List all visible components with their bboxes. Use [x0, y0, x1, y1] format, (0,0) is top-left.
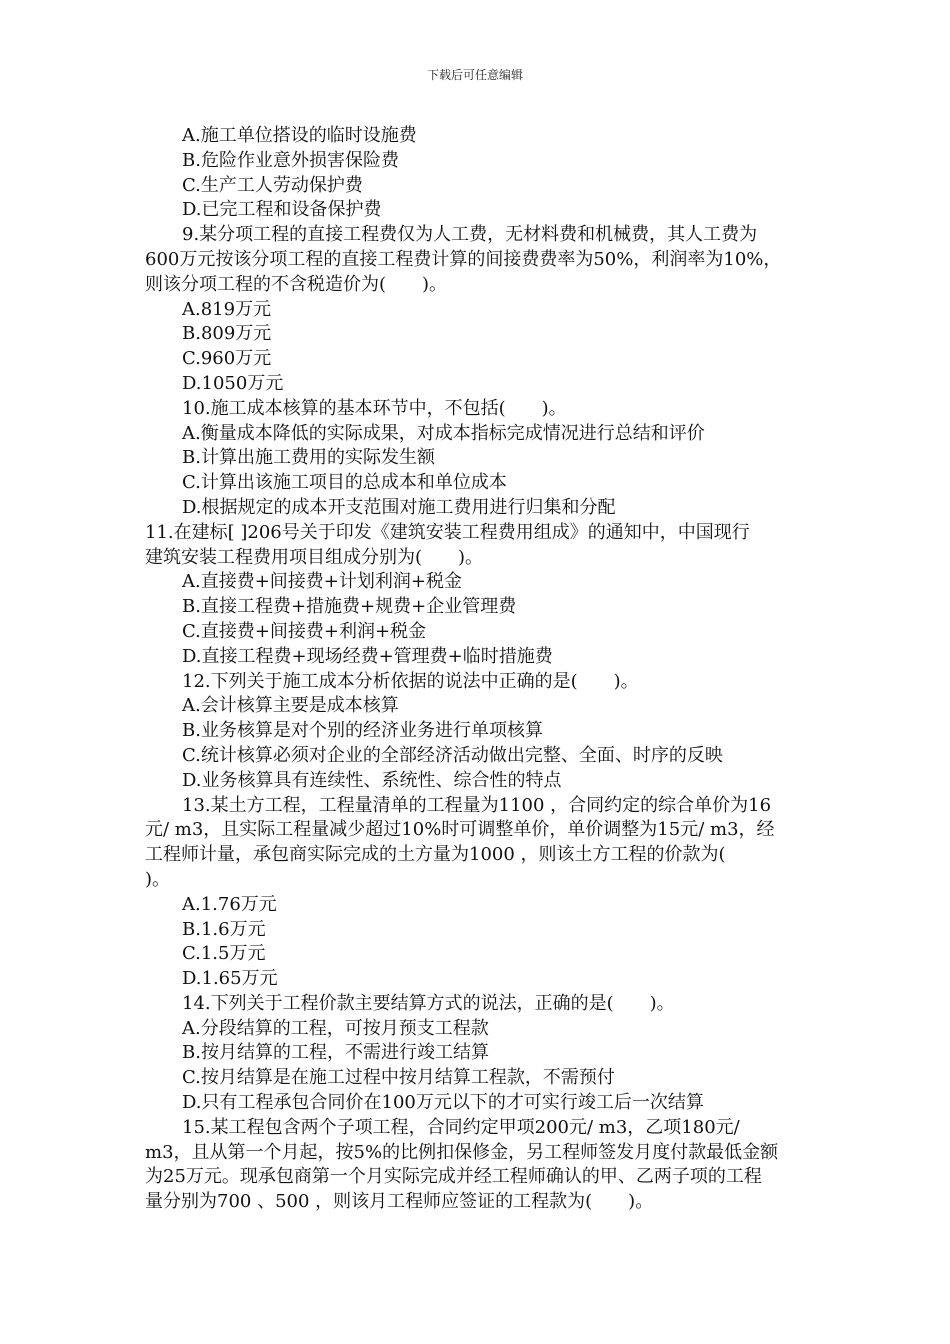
text-line: C.1.5万元: [182, 943, 266, 965]
text-line: 量分别为700 、500 ，则该月工程师应签证的工程款为( )。: [145, 1191, 654, 1213]
page-header: 下载后可任意编辑: [426, 68, 523, 82]
text-line: D.直接工程费+现场经费+管理费+临时措施费: [182, 645, 553, 667]
text-line: A.会计核算主要是成本核算: [182, 695, 399, 717]
text-line: D.业务核算具有连续性、系统性、综合性的特点: [182, 769, 562, 791]
text-line: B.直接工程费+措施费+规费+企业管理费: [182, 596, 517, 618]
text-line: C.直接费+间接费+利润+税金: [182, 620, 427, 642]
text-line: 14.下列关于工程价款主要结算方式的说法，正确的是( )。: [182, 992, 675, 1014]
text-line: D.1.65万元: [182, 968, 278, 990]
text-line: C.生产工人劳动保护费: [182, 174, 363, 196]
text-line: A.分段结算的工程，可按月预支工程款: [182, 1017, 489, 1039]
text-line: m3，且从第一个月起，按5%的比例扣保修金，另工程师签发月度付款最低金额: [145, 1141, 779, 1163]
text-line: D.已完工程和设备保护费: [182, 199, 382, 221]
text-line: 建筑安装工程费用项目组成分别为( )。: [145, 546, 484, 568]
text-line: D.根据规定的成本开支范围对施工费用进行归集和分配: [182, 496, 616, 518]
text-line: A.819万元: [182, 298, 272, 320]
text-line: B.809万元: [182, 323, 272, 345]
text-line: B.业务核算是对个别的经济业务进行单项核算: [182, 720, 543, 742]
text-line: A.衡量成本降低的实际成果，对成本指标完成情况进行总结和评价: [182, 422, 705, 444]
text-line: 12.下列关于施工成本分析依据的说法中正确的是( )。: [182, 670, 639, 692]
text-line: 11.在建标[ ]206号关于印发《建筑安装工程费用组成》的通知中，中国现行: [145, 521, 750, 543]
text-line: 工程师计量，承包商实际完成的土方量为1000 ，则该土方工程的价款为(: [145, 844, 726, 866]
text-line: C.960万元: [182, 348, 272, 370]
text-line: 600万元按该分项工程的直接工程费计算的间接费费率为50%，利润率为10%，: [145, 248, 782, 270]
text-line: A.直接费+间接费+计划利润+税金: [182, 571, 462, 593]
text-line: 15.某工程包含两个子项工程，合同约定甲项200元/ m3，乙项180元/: [182, 1116, 740, 1138]
text-line: B.按月结算的工程，不需进行竣工结算: [182, 1042, 489, 1064]
text-line: D.只有工程承包合同价在100万元以下的才可实行竣工后一次结算: [182, 1092, 704, 1114]
text-line: C.计算出该施工项目的总成本和单位成本: [182, 472, 507, 494]
text-line: 10.施工成本核算的基本环节中，不包括( )。: [182, 397, 567, 419]
text-line: A.施工单位搭设的临时设施费: [182, 125, 417, 146]
text-line: B.1.6万元: [182, 918, 266, 940]
text-line: D.1050万元: [182, 372, 284, 394]
text-line: 则该分项工程的不含税造价为( )。: [145, 273, 448, 295]
text-line: C.统计核算必须对企业的全部经济活动做出完整、全面、时序的反映: [182, 744, 723, 766]
text-line: 元/ m3，且实际工程量减少超过10%时可调整单价，单价调整为15元/ m3，经: [145, 819, 775, 841]
text-line: B.危险作业意外损害保险费: [182, 149, 399, 171]
text-line: C.按月结算是在施工过程中按月结算工程款，不需预付: [182, 1067, 615, 1089]
text-line: )。: [145, 868, 171, 890]
text-line: B.计算出施工费用的实际发生额: [182, 447, 435, 469]
text-line: A.1.76万元: [182, 893, 277, 915]
text-line: 为25万元。现承包商第一个月实际完成并经工程师确认的甲、乙两子项的工程: [145, 1166, 762, 1188]
text-line: 13.某土方工程，工程量清单的工程量为1100 ，合同约定的综合单价为16: [182, 794, 772, 816]
document-body: [145, 124, 810, 1215]
text-line: 9.某分项工程的直接工程费仅为人工费，无材料费和机械费，其人工费为: [182, 224, 758, 246]
